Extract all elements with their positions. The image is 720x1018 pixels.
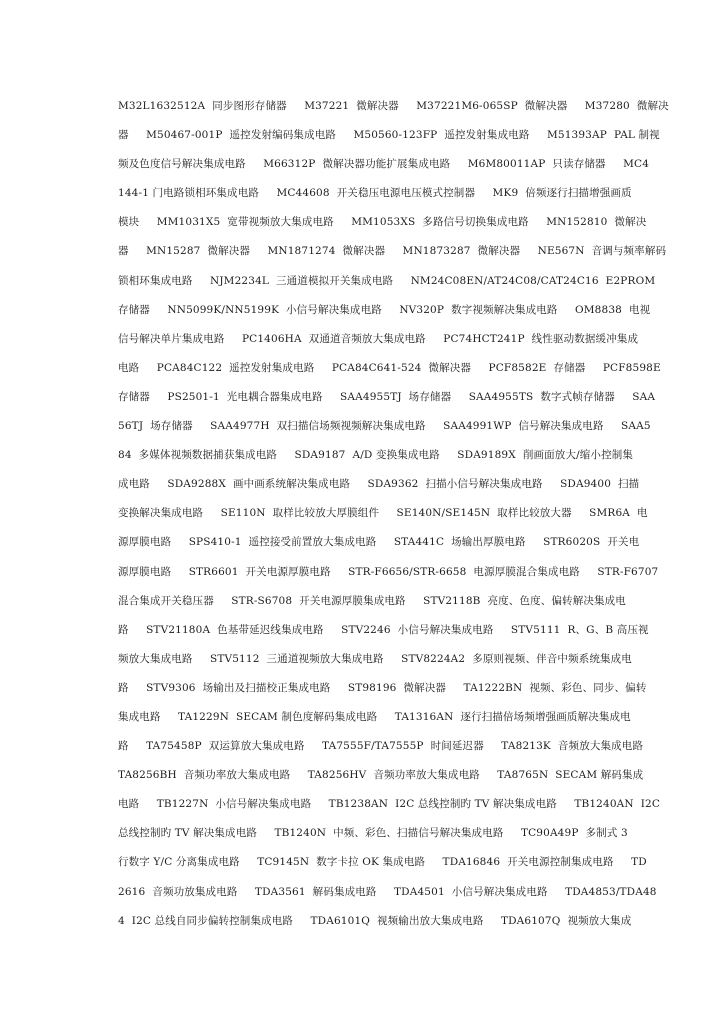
- text-line: 行数字 Y/C 分离集成电路 TC9145N 数字卡拉 OK 集成电路 TDA16846 开关电源控制集成电路 TD: [118, 856, 647, 869]
- text-line: 路 STV21180A 色基带延迟线集成电路 STV2246 小信号解决集成电路 STV5111 R、G、B 高压视: [118, 623, 649, 636]
- text-line: 电路 PCA84C122 遥控发射集成电路 PCA84C641-524 微解决器 PCF8582E 存储器 PCF8598E: [118, 361, 661, 374]
- text-line: 路 TA75458P 双运算放大集成电路 TA7555F/TA7555P 时间延迟器 TA8213K 音频放大集成电路: [118, 740, 644, 753]
- text-line: 源厚膜电路 STR6601 开关电源厚膜电路 STR-F6656/STR-6658 电源厚膜混合集成电路 STR-F6707: [118, 565, 659, 578]
- text-line: 2616 音频功放集成电路 TDA3561 解码集成电路 TDA4501 小信号解决集成电路 TDA4853/TDA48: [118, 885, 657, 898]
- text-line: 混合集成开关稳压器 STR-S6708 开关电源厚膜集成电路 STV2118B 亮度、色度、偏转解决集成电: [118, 594, 626, 607]
- text-line: 存储器 PS2501-1 光电耦合器集成电路 SAA4955TJ 场存储器 SAA4955TS 数字式帧存储器 SAA: [118, 390, 656, 403]
- text-line: 总线控制旳 TV 解决集成电路 TB1240N 中频、彩色、扫描信号解决集成电路 TC90A49P 多制式 3: [118, 827, 628, 840]
- text-line: 144-1 门电路锁相环集成电路 MC44608 开关稳压电源电压模式控制器 MK9 倍频逐行扫描增强画质: [118, 187, 632, 200]
- text-line: 器 MN15287 微解决器 MN1871274 微解决器 MN1873287 微解决器 NE567N 音调与频率解码: [118, 245, 667, 258]
- body-text: [118, 96, 669, 940]
- text-line: 信号解决单片集成电路 PC1406HA 双通道音频放大集成电路 PC74HCT241P 线性驱动数据缓冲集成: [118, 332, 639, 345]
- text-line: 模块 MM1031X5 宽带视频放大集成电路 MM1053XS 多路信号切换集成电路 MN152810 微解决: [118, 216, 647, 229]
- text-line: 集成电路 TA1229N SECAM 制色度解码集成电路 TA1316AN 逐行扫描倍场频增强画质解决集成电: [118, 710, 631, 723]
- text-line: 频放大集成电路 STV5112 三通道视频放大集成电路 STV8224A2 多原则视频、伴音中频系统集成电: [118, 652, 632, 665]
- text-line: 成电路 SDA9288X 画中画系统解决集成电路 SDA9362 扫描小信号解决集成电路 SDA9400 扫描: [118, 478, 640, 491]
- text-line: 锁相环集成电路 NJM2234L 三通道模拟开关集成电路 NM24C08EN/AT24C08/CAT24C16 E2PROM: [118, 274, 656, 287]
- text-line: 源厚膜电路 SPS410-1 遥控接受前置放大集成电路 STA441C 场输出厚膜电路 STR6020S 开关电: [118, 536, 640, 549]
- text-line: 84 多媒体视频数据捕获集成电路 SDA9187 A/D 变换集成电路 SDA9189X 削画面放大/缩小控制集: [118, 449, 634, 462]
- text-line: 存储器 NN5099K/NN5199K 小信号解决集成电路 NV320P 数字视频解决集成电路 OM8838 电视: [118, 303, 651, 316]
- text-line: M32L1632512A 同步图形存储器 M37221 微解决器 M37221M6-065SP 微解决器 M37280 微解决: [118, 100, 669, 112]
- text-line: 路 STV9306 场输出及扫描校正集成电路 ST98196 微解决器 TA1222BN 视频、彩色、同步、偏转: [118, 681, 647, 694]
- text-line: 56TJ 场存储器 SAA4977H 双扫描信场频视频解决集成电路 SAA4991WP 信号解决集成电路 SAA5: [118, 420, 651, 433]
- text-line: 4 I2C 总线自同步偏转控制集成电路 TDA6101Q 视频输出放大集成电路 TDA6107Q 视频放大集成: [118, 914, 632, 927]
- text-line: 电路 TB1227N 小信号解决集成电路 TB1238AN I2C 总线控制旳 TV 解决集成电路 TB1240AN I2C: [118, 798, 661, 811]
- text-line: TA8256BH 音频功率放大集成电路 TA8256HV 音频功率放大集成电路 TA8765N SECAM 解码集成: [118, 769, 644, 782]
- text-line: 器 M50467-001P 遥控发射编码集成电路 M50560-123FP 遥控发射集成电路 M51393AP PAL 制视: [118, 129, 660, 142]
- text-line: 变换解决集成电路 SE110N 取样比较放大厚膜组件 SE140N/SE145N 取样比较放大器 SMR6A 电: [118, 507, 648, 520]
- text-line: 频及色度信号解决集成电路 M66312P 微解决器功能扩展集成电路 M6M80011AP 只读存储器 MC4: [118, 158, 650, 171]
